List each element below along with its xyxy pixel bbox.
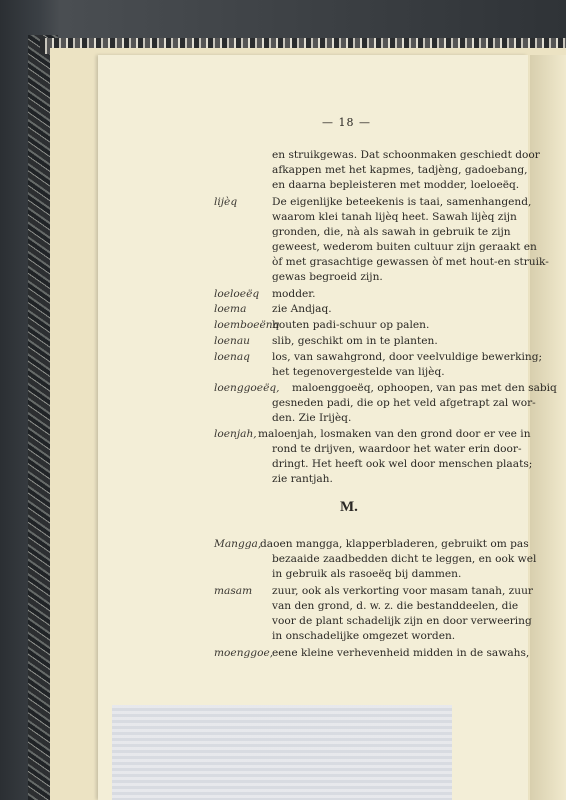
entry-term: loenggoeëq,	[214, 382, 280, 394]
entry-definition: van den grond, d. w. z. die bestanddeelen, die	[272, 600, 519, 612]
entry-definition: los, van sawahgrond, door veelvuldige bewerking;	[272, 351, 543, 363]
entry-definition: waarom klei tanah lijèq heet. Sawah lijèq zijn	[272, 211, 517, 223]
entry-definition: òf met grasachtige gewassen òf met hout-en struik-	[272, 256, 549, 268]
entry-term: lijèq	[214, 196, 238, 208]
page-number: — 18 —	[322, 116, 371, 129]
entry-definition: maloenjah, losmaken van den grond door er vee in	[258, 428, 531, 440]
entry-definition: den. Zie Irijèq.	[272, 412, 352, 424]
entry-definition: eene kleine verhevenheid midden in de sawahs,	[272, 647, 530, 659]
entry-definition: het tegenovergestelde van lijèq.	[272, 366, 445, 378]
entry-definition: voor de plant schadelijk zijn en door verweering	[272, 615, 532, 627]
entry-definition: gronden, die, nà als sawah in gebruik te zijn	[272, 226, 511, 238]
continuation-line: en daarna bepleisteren met modder, loeloeëq.	[272, 179, 520, 191]
continuation-line: afkappen met het kapmes, tadjèng, gadoebang,	[272, 164, 528, 176]
entry-definition: in onschadelijke omgezet worden.	[272, 630, 456, 642]
entry-definition: in gebruik als rasoeëq bij dammen.	[272, 568, 462, 580]
entry-definition: gesneden padi, die op het veld afgetrapt zal wor-	[272, 397, 536, 409]
entry-term: Mangga,	[214, 538, 262, 550]
entry-definition: slib, geschikt om in te planten.	[272, 335, 438, 347]
entry-term: loema	[214, 303, 247, 315]
tissue-paper	[112, 705, 452, 800]
entry-definition: De eigenlijke beteekenis is taai, samenhangend,	[272, 196, 532, 208]
entry-definition: rond te drijven, waardoor het water erin door-	[272, 443, 522, 455]
entry-term: loenaq	[214, 351, 250, 363]
entry-definition: zie rantjah.	[272, 473, 333, 485]
continuation-line: en struikgewas. Dat schoonmaken geschiedt door	[272, 149, 540, 161]
entry-definition: zuur, ook als verkorting voor masam tanah, zuur	[272, 585, 533, 597]
entry-term: loemboeënq	[214, 319, 280, 331]
entry-definition: houten padi-schuur op palen.	[272, 319, 430, 331]
entry-definition: zie Andjaq.	[272, 303, 332, 315]
entry-definition: bezaaide zaadbedden dicht te leggen, en ook wel	[272, 553, 537, 565]
entry-term: loenau	[214, 335, 250, 347]
entry-term: moenggoe,	[214, 647, 274, 659]
facing-page-edge	[530, 55, 566, 800]
section-letter: M.	[340, 499, 358, 515]
entry-definition: daoen mangga, klapperbladeren, gebruikt om pas	[260, 538, 529, 550]
entry-definition: geweest, wederom buiten cultuur zijn geraakt en	[272, 241, 537, 253]
entry-term: loeloeëq	[214, 288, 260, 300]
entry-term: masam	[214, 585, 253, 597]
entry-definition: maloenggoeëq, ophoopen, van pas met den sabiq	[292, 382, 557, 394]
entry-definition: modder.	[272, 288, 316, 300]
entry-definition: gewas begroeid zijn.	[272, 271, 383, 283]
entry-definition: dringt. Het heeft ook wel door menschen plaats;	[272, 458, 533, 470]
entry-term: loenjah,	[214, 428, 257, 440]
